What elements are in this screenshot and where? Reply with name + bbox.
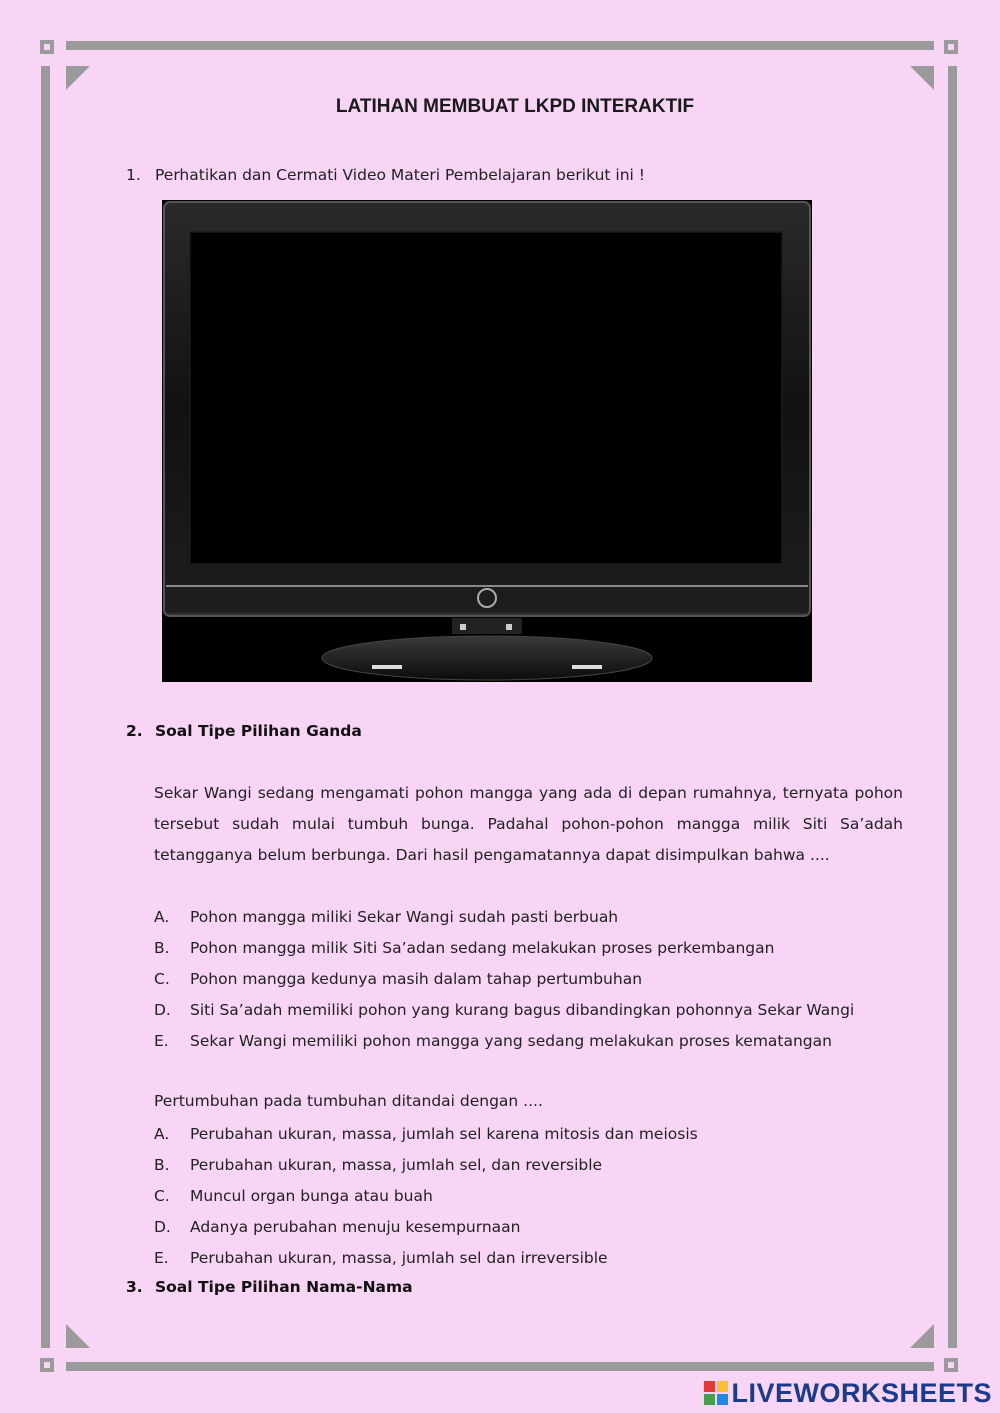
option-text: Muncul organ bunga atau buah [190, 1187, 433, 1205]
frame-corner-triangle [910, 1324, 934, 1348]
option-letter: D. [154, 1218, 171, 1236]
option-letter: B. [154, 1156, 170, 1174]
option-letter: A. [154, 908, 170, 926]
option-text: Siti Sa’adah memiliki pohon yang kurang bagus dibandingkan pohonnya Sekar Wangi [190, 1001, 855, 1019]
frame-right-bar [948, 66, 957, 1348]
frame-corner-square [944, 40, 958, 54]
option-text: Adanya perubahan menuju kesempurnaan [190, 1218, 521, 1236]
question-2-heading: Soal Tipe Pilihan Ganda [155, 722, 362, 740]
question-2-item-2-prompt: Pertumbuhan pada tumbuhan ditandai dengan .... [154, 1092, 543, 1110]
frame-corner-square [40, 40, 54, 54]
option-text: Pohon mangga kedunya masih dalam tahap pertumbuhan [190, 970, 643, 988]
liveworksheets-logo [704, 1378, 992, 1408]
question-1-text: Perhatikan dan Cermati Video Materi Pembelajaran berikut ini ! [155, 166, 645, 184]
liveworksheets-logo-icon [704, 1381, 728, 1405]
frame-corner-triangle [910, 66, 934, 90]
option-text: Perubahan ukuran, massa, jumlah sel karena mitosis dan meiosis [190, 1125, 698, 1143]
video-player[interactable] [162, 200, 812, 682]
option-letter: D. [154, 1001, 171, 1019]
tv-monitor-graphic [162, 200, 812, 682]
option-letter: E. [154, 1249, 169, 1267]
option-letter: A. [154, 1125, 170, 1143]
option-text: Pohon mangga milik Siti Sa’adan sedang melakukan proses perkembangan [190, 939, 775, 957]
logo-square [704, 1381, 715, 1392]
question-1-number: 1. [126, 166, 141, 184]
option-text: Perubahan ukuran, massa, jumlah sel, dan reversible [190, 1156, 603, 1174]
frame-corner-triangle [66, 66, 90, 90]
worksheet-title: LATIHAN MEMBUAT LKPD INTERAKTIF [335, 96, 695, 117]
question-3-number: 3. [126, 1278, 143, 1296]
frame-left-bar [41, 66, 50, 1348]
question-3-heading: Soal Tipe Pilihan Nama-Nama [155, 1278, 413, 1296]
option-letter: B. [154, 939, 170, 957]
frame-bottom-bar [66, 1362, 934, 1371]
logo-square [717, 1381, 728, 1392]
option-text: Perubahan ukuran, massa, jumlah sel dan irreversible [190, 1249, 608, 1267]
logo-square [717, 1394, 728, 1405]
question-2-number: 2. [126, 722, 143, 740]
option-letter: C. [154, 1187, 170, 1205]
option-text: Sekar Wangi memiliki pohon mangga yang sedang melakukan proses kematangan [190, 1032, 832, 1050]
question-2-item-1-prompt: Sekar Wangi sedang mengamati pohon mangga yang ada di depan rumahnya, ternyata pohon tersebut sudah mulai tumbuh bunga. Padahal pohon-pohon mangga milik Siti Sa’adah tetangganya belum berbunga. Dari hasil pengamatannya dapat disimpulkan bahwa .... [154, 784, 903, 864]
logo-square [704, 1394, 715, 1405]
frame-corner-square [944, 1358, 958, 1372]
option-letter: E. [154, 1032, 169, 1050]
option-letter: C. [154, 970, 170, 988]
liveworksheets-logo-text: LIVEWORKSHEETS [731, 1377, 992, 1408]
frame-corner-square [40, 1358, 54, 1372]
frame-corner-triangle [66, 1324, 90, 1348]
option-text: Pohon mangga miliki Sekar Wangi sudah pasti berbuah [190, 908, 619, 926]
frame-top-bar [66, 41, 934, 50]
